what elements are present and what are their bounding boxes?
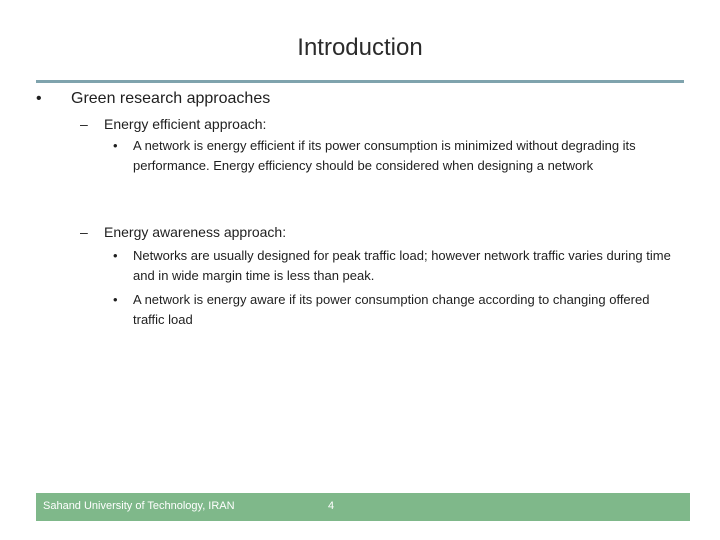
section-heading-text: Energy awareness approach: — [104, 224, 287, 240]
sub-bullet-marker: • — [113, 292, 118, 307]
section-heading-text: Energy efficient approach: — [104, 116, 267, 132]
dash-marker: – — [80, 224, 88, 240]
title-divider — [36, 80, 684, 83]
sub-bullet-marker: • — [113, 248, 118, 263]
sub-bullet-marker: • — [113, 138, 118, 153]
dash-marker: – — [80, 116, 88, 132]
sub-bullet-text: A network is energy aware if its power consumption change according to changing offered traffic load — [133, 292, 650, 327]
slide-title: Introduction — [297, 34, 423, 61]
main-point-text: Green research approaches — [71, 90, 271, 107]
page-number: 4 — [328, 500, 335, 512]
footer-institution: Sahand University of Technology, IRAN — [43, 500, 235, 512]
bullet-marker: • — [36, 90, 42, 107]
sub-bullet-text: A network is energy efficient if its power consumption is minimized without degrading its performance. Energy efficiency should be considered when designing a network — [133, 138, 636, 173]
footer-bar — [36, 493, 690, 521]
sub-bullet-text: Networks are usually designed for peak traffic load; however network traffic varies during time and in wide margin time is less than peak. — [133, 248, 671, 283]
